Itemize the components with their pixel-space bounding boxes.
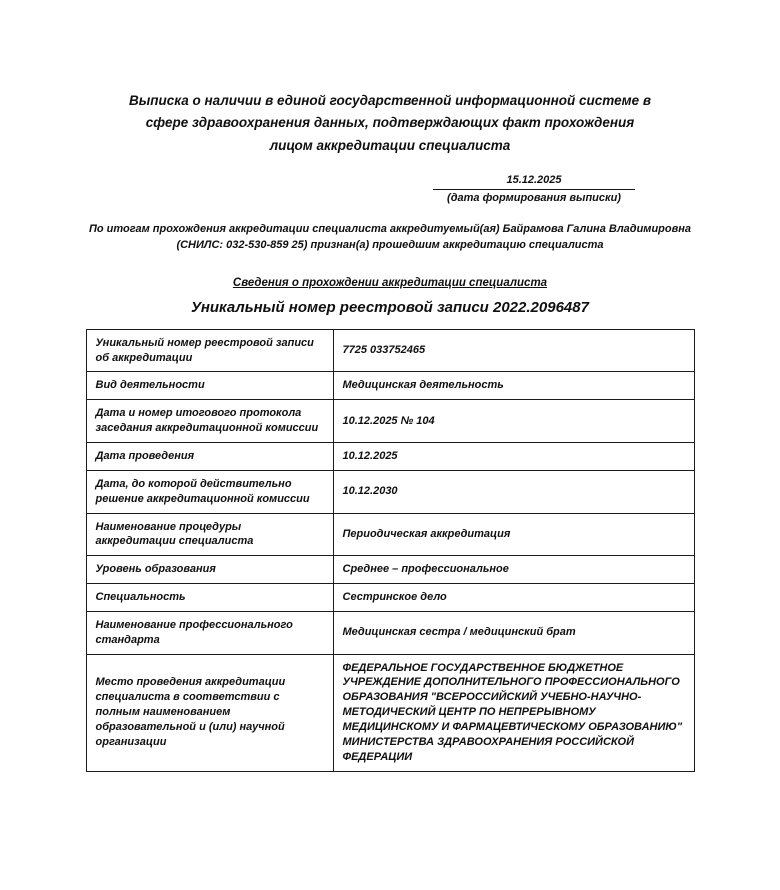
table-row	[86, 556, 694, 584]
row-value: Периодическая аккредитация	[333, 513, 694, 556]
row-label: Специальность	[86, 584, 333, 612]
row-label: Дата и номер итогового протокола заседания аккредитационной комиссии	[86, 400, 333, 443]
table-row	[86, 584, 694, 612]
row-value: Медицинская деятельность	[333, 372, 694, 400]
row-label: Уровень образования	[86, 556, 333, 584]
row-value: 7725 033752465	[333, 329, 694, 372]
row-label: Вид деятельности	[86, 372, 333, 400]
table-row	[86, 443, 694, 471]
table-row	[86, 654, 694, 771]
section-heading: Сведения о прохождении аккредитации специалиста	[232, 276, 548, 289]
formation-date-caption: (дата формирования выписки)	[447, 191, 621, 204]
row-label: Дата проведения	[86, 443, 333, 471]
formation-date-block	[433, 174, 635, 204]
table-row	[86, 400, 694, 443]
accreditation-table	[86, 329, 695, 772]
accreditation-summary: По итогам прохождения аккредитации специалиста аккредитуемый(ая) Байрамова Галина Владимировна (СНИЛС: 032-530-859 25) признан(а) прошедшим аккредитацию специалиста	[88, 222, 692, 252]
table-row	[86, 513, 694, 556]
registry-number-heading: Уникальный номер реестровой записи 2022.2096487	[191, 298, 589, 316]
accreditation-table-body	[86, 329, 694, 771]
document-title: Выписка о наличии в единой государственной информационной системе в сфере здравоохранения данных, подтверждающих факт прохождения лицом аккредитации специалиста	[128, 93, 652, 153]
row-value: Медицинская сестра / медицинский брат	[333, 611, 694, 654]
table-row	[86, 611, 694, 654]
row-value: 10.12.2030	[333, 470, 694, 513]
table-row	[86, 470, 694, 513]
row-value: Среднее – профессиональное	[333, 556, 694, 584]
formation-date: 15.12.2025	[433, 174, 635, 190]
row-label: Наименование процедуры аккредитации специалиста	[86, 513, 333, 556]
row-value: 10.12.2025 № 104	[333, 400, 694, 443]
table-row	[86, 329, 694, 372]
row-value: Сестринское дело	[333, 584, 694, 612]
row-value: 10.12.2025	[333, 443, 694, 471]
table-row	[86, 372, 694, 400]
row-label: Дата, до которой действительно решение аккредитационной комиссии	[86, 470, 333, 513]
row-value: ФЕДЕРАЛЬНОЕ ГОСУДАРСТВЕННОЕ БЮДЖЕТНОЕ УЧРЕЖДЕНИЕ ДОПОЛНИТЕЛЬНОГО ПРОФЕССИОНАЛЬНОГО ОБРАЗОВАНИЯ "ВСЕРОССИЙСКИЙ УЧЕБНО-НАУЧНО-МЕТОДИЧЕСКИЙ ЦЕНТР ПО НЕПРЕРЫВНОМУ МЕДИЦИНСКОМУ И ФАРМАЦЕВТИЧЕСКОМУ ОБРАЗОВАНИЮ" МИНИСТЕРСТВА ЗДРАВООХРАНЕНИЯ РОССИЙСКОЙ ФЕДЕРАЦИИ	[333, 654, 694, 771]
row-label: Место проведения аккредитации специалиста в соответствии с полным наименованием образовательной и (или) научной организации	[86, 654, 333, 771]
row-label: Наименование профессионального стандарта	[86, 611, 333, 654]
row-label: Уникальный номер реестровой записи об аккредитации	[86, 329, 333, 372]
